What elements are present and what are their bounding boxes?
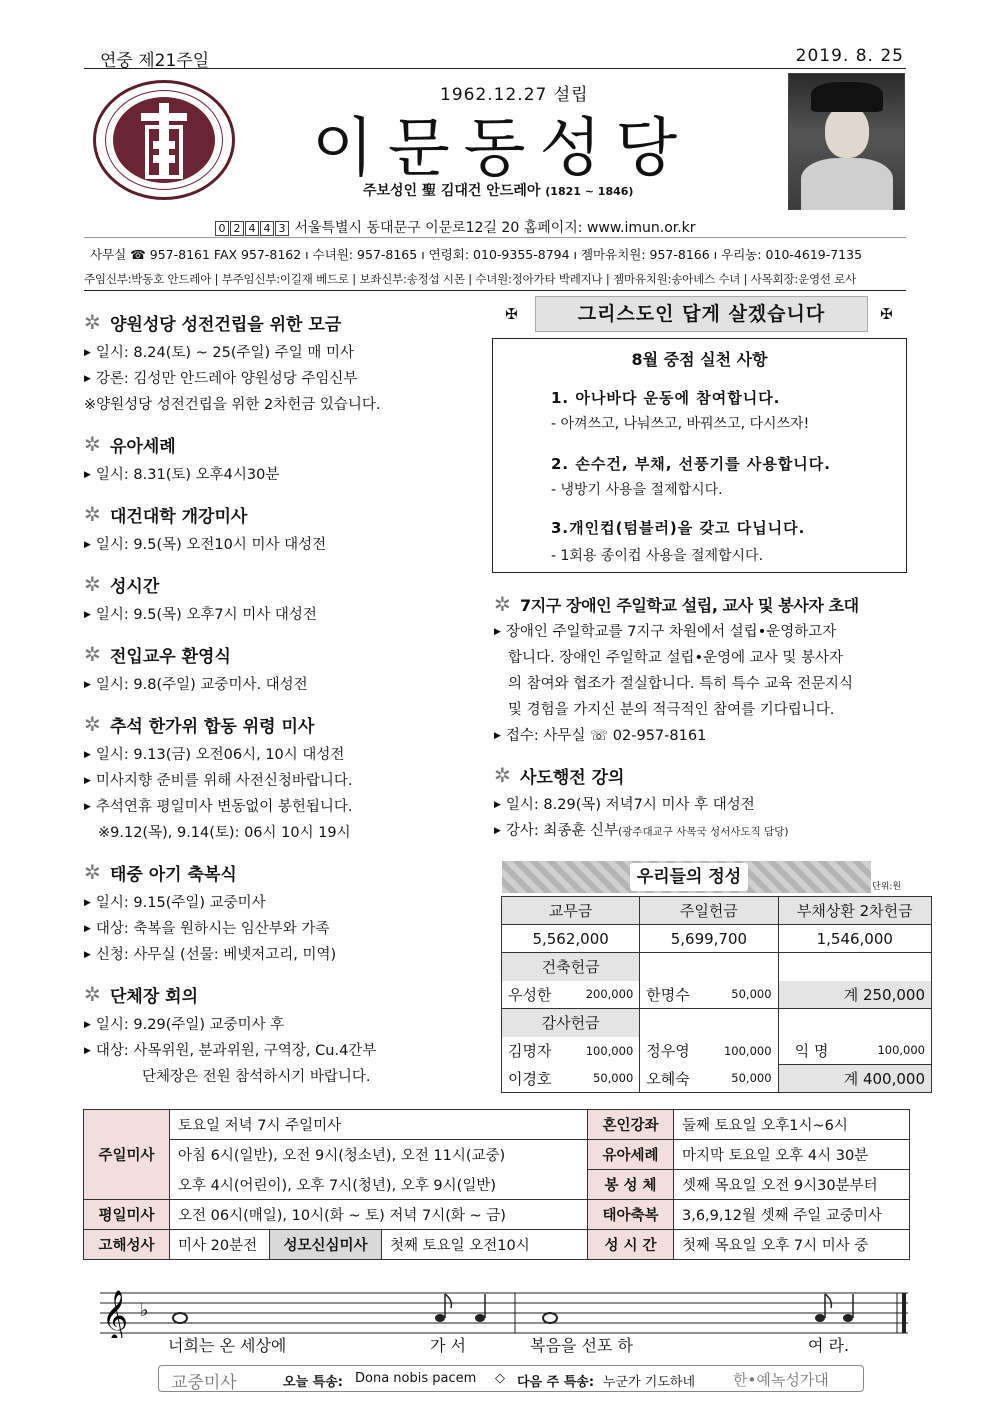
schedule-cell: 미사 20분전: [170, 1230, 270, 1260]
table-cell: 1,546,000: [778, 925, 931, 953]
offering-title: 우리들의 정성: [630, 863, 748, 891]
schedule-label: 평일미사: [84, 1200, 170, 1230]
flower-icon: [494, 595, 514, 615]
schedule-label: 태아축복: [588, 1200, 674, 1230]
practice-item: 2. 손수건, 부채, 선풍기를 사용합니다.: [551, 455, 831, 473]
list-item: ▶ 강사: 최종훈 신부(광주대교구 사목국 성서사도직 담당): [494, 823, 789, 839]
next-song: 누군가 기도하네: [603, 1375, 696, 1390]
donor-amount: 50,000: [706, 1065, 778, 1093]
offering-table: [501, 896, 932, 1093]
parish-seal-logo: [93, 80, 235, 200]
choir-name: 한•예녹성가대: [733, 1371, 829, 1389]
practice-sub: - 냉방기 사용을 절제합시다.: [551, 482, 723, 498]
section-title: ✲ 대건대학 개강미사: [84, 502, 484, 527]
left-column: [84, 310, 484, 1090]
next-song-label: 다음 주 특송:: [517, 1375, 595, 1390]
schedule-cell: 오전 06시(매일), 10시(화 ~ 토) 저녁 7시(화 ~ 금): [170, 1200, 588, 1230]
donor-name: 익 명: [778, 1037, 845, 1065]
list-item: ▶ 일시: 9.29(주일) 교중미사 후: [84, 1017, 285, 1033]
list-item: ▶ 일시: 9.8(주일) 교중미사. 대성전: [84, 677, 308, 693]
practice-sub: - 아껴쓰고, 나눠쓰고, 바꿔쓰고, 다시쓰자!: [551, 416, 810, 432]
parish-title: 이문동성당: [312, 112, 692, 186]
schedule-cell: 셋째 목요일 오전 9시30분부터: [674, 1170, 910, 1200]
total-cell: 계 250,000: [778, 981, 931, 1009]
today-song-label: 오늘 특송:: [283, 1375, 343, 1390]
schedule-label: 성모신심미사: [270, 1230, 382, 1260]
special-song-bar: [158, 1365, 864, 1392]
list-item: ▶ 추석연휴 평일미사 변동없이 봉헌됩니다.: [84, 799, 353, 815]
list-item: ▶ 대상: 축복을 원하시는 임산부와 가족: [84, 921, 330, 937]
section-title: ✲ 전입교우 환영식: [84, 642, 484, 667]
flower-icon: [84, 715, 104, 735]
music-staff: [100, 1288, 910, 1338]
schedule-cell: 토요일 저녁 7시 주일미사: [170, 1110, 588, 1140]
list-item: ▶ 일시: 8.29(목) 저녁7시 미사 후 대성전: [494, 797, 755, 813]
divider: [84, 237, 906, 238]
table-header: 건축헌금: [502, 953, 640, 981]
offering-header: [502, 861, 871, 893]
table-cell: 5,699,700: [640, 925, 778, 953]
list-item: ▶ 접수: 사무실 ☏ 02-957-8161: [494, 728, 707, 744]
section-title: ✲ 사도행전 강의: [494, 763, 914, 788]
mass-label: 교중미사: [171, 1373, 237, 1393]
flower-icon: [84, 985, 104, 1005]
section-title: ✲ 추석 한가위 합동 위령 미사: [84, 712, 484, 737]
list-item: ▶ 일시: 8.31(토) 오후4시30분: [84, 467, 280, 483]
postal-digit: 2: [230, 221, 244, 236]
unit-label: 단위:원: [872, 882, 902, 892]
postal-digit: 4: [245, 221, 259, 236]
list-item: ▶ 강론: 김성만 안드레아 양원성당 주임신부: [84, 371, 358, 387]
schedule-label: 유아세례: [588, 1140, 674, 1170]
practice-item: 1. 아나바다 운동에 참여합니다.: [551, 389, 781, 407]
cross-icon: ✠: [880, 305, 893, 323]
postal-digit: 4: [260, 221, 274, 236]
address-line: [215, 217, 696, 237]
week-label: 연중 제21주일: [100, 51, 210, 71]
section-title: ✲ 단체장 회의: [84, 982, 484, 1007]
lyric: 너희는 온 세상에: [168, 1336, 287, 1355]
donor-name: 우성한: [502, 981, 569, 1009]
flower-icon: [494, 766, 514, 786]
lyric: 가 서: [430, 1336, 466, 1355]
section-title: ✲ 양원성당 성전건립을 위한 모금: [84, 310, 484, 335]
postal-digit: 3: [275, 221, 289, 236]
donor-name: 한명수: [640, 981, 707, 1009]
postal-digit: 0: [215, 221, 229, 236]
donor-name: 이경호: [502, 1065, 569, 1093]
issue-date: 2019. 8. 25: [795, 46, 904, 66]
flower-icon: [84, 435, 104, 455]
flower-icon: [84, 575, 104, 595]
today-song: Dona nobis pacem: [355, 1371, 477, 1386]
list-item: 및 경험을 가지신 분의 적극적인 참여를 기다립니다.: [508, 702, 835, 718]
donor-name: 김명자: [502, 1037, 569, 1065]
list-item: ▶ 장애인 주일학교를 7지구 차원에서 설립•운영하고자: [494, 624, 837, 640]
section-title: ✲ 7지구 장애인 주일학교 설립, 교사 및 봉사자 초대: [494, 593, 914, 616]
schedule-label: 봉 성 체: [588, 1170, 674, 1200]
donor-amount: 50,000: [568, 1065, 640, 1093]
donor-amount: 50,000: [706, 981, 778, 1009]
right-notices: [494, 593, 914, 845]
schedule-label: 고해성사: [84, 1230, 170, 1260]
schedule-cell: 첫째 토요일 오전10시: [382, 1230, 588, 1260]
list-item: 합니다. 장애인 주일학교 설립•운영에 교사 및 봉사자: [508, 650, 843, 666]
list-item: 의 참여와 협조가 절실합니다. 특히 특수 교육 전문지식: [508, 676, 854, 692]
donor-name: 오혜숙: [640, 1065, 707, 1093]
contact-line: 사무실 ☎ 957-8161 FAX 957-8162 ı 수녀원: 957-8165 ı 연령회: 010-9355-8794 ı 젬마유치원: 957-8166 ı 우리농: 010-4619-7135: [90, 247, 863, 262]
flower-icon: [84, 863, 104, 883]
svg-text:♭: ♭: [140, 1300, 149, 1321]
total-cell: 계 400,000: [778, 1065, 931, 1093]
practice-title: 8월 중점 실천 사항: [631, 350, 768, 369]
section-title: ✲ 태중 아기 축복식: [84, 860, 484, 885]
donor-amount: 100,000: [845, 1037, 932, 1065]
donor-amount: 100,000: [706, 1037, 778, 1065]
lyric: 복음을 선포 하: [530, 1336, 633, 1355]
donor-amount: 200,000: [568, 981, 640, 1009]
note: ※양원성당 성전건립을 위한 2차헌금 있습니다.: [84, 397, 381, 413]
table-cell: 5,562,000: [502, 925, 640, 953]
table-header: 감사헌금: [502, 1009, 640, 1037]
list-item: ▶ 신청: 사무실 (선물: 베넷저고리, 미역): [84, 947, 337, 963]
slogan-banner: 그리스도인 답게 살겠습니다: [535, 296, 868, 332]
list-item: ▶ 일시: 9.5(목) 오후7시 미사 대성전: [84, 607, 317, 623]
cross-icon: ✠: [505, 305, 518, 323]
patron-years: (1821 ~ 1846): [545, 185, 634, 198]
schedule-label: 주일미사: [84, 1110, 170, 1200]
list-item: ▶ 일시: 9.5(목) 오전10시 미사 대성전: [84, 537, 327, 553]
schedule-label: 성 시 간: [588, 1230, 674, 1260]
schedule-cell: 마지막 토요일 오후 4시 30분: [674, 1140, 910, 1170]
table-header: 부채상환 2차헌금: [778, 897, 931, 925]
patron-portrait-image: [788, 73, 905, 210]
practice-item: 3.개인컵(텀블러)을 갖고 다닙니다.: [551, 519, 806, 537]
staff-line: 주임신부:박동호 안드레아 | 부주임신부:이길재 베드로 | 보좌신부:송정섭 시몬 | 수녀원:정아가타 박레지나 | 젬마유치원:송아녜스 수녀 | 사목회장:운영선 로사: [84, 271, 906, 291]
donor-name: 정우영: [640, 1037, 707, 1065]
practice-sub: - 1회용 종이컵 사용을 절제합시다.: [551, 548, 764, 564]
note: ※9.12(목), 9.14(토): 06시 10시 19시: [98, 825, 351, 841]
table-header: 주일헌금: [640, 897, 778, 925]
schedule-cell: 3,6,9,12월 셋째 주일 교중미사: [674, 1200, 910, 1230]
list-item: 단체장은 전원 참석하시기 바랍니다.: [142, 1069, 371, 1085]
svg-text:𝄞: 𝄞: [102, 1290, 129, 1338]
list-item: ▶ 미사지향 준비를 위해 사전신청바랍니다.: [84, 773, 353, 789]
section-title: ✲ 성시간: [84, 572, 484, 597]
lyric: 여 라.: [808, 1336, 850, 1355]
donor-amount: 100,000: [568, 1037, 640, 1065]
mass-schedule-table: [83, 1109, 910, 1260]
flower-icon: [84, 313, 104, 333]
patron-saint: [363, 180, 633, 200]
schedule-cell: 오후 4시(어린이), 오후 7시(청년), 오후 9시(일반): [170, 1170, 588, 1200]
founded-date: 1962.12.27 설립: [440, 85, 589, 105]
flower-icon: [84, 645, 104, 665]
list-item: ▶ 일시: 8.24(토) ~ 25(주일) 주일 매 미사: [84, 345, 355, 361]
separator: ◇: [495, 1371, 505, 1386]
flower-icon: [84, 505, 104, 525]
divider: [84, 68, 906, 69]
section-title: ✲ 유아세례: [84, 432, 484, 457]
schedule-cell: 아침 6시(일반), 오전 9시(청소년), 오전 11시(교중): [170, 1140, 588, 1170]
schedule-label: 혼인강좌: [588, 1110, 674, 1140]
schedule-cell: 둘째 토요일 오후1시~6시: [674, 1110, 910, 1140]
address-text: 서울특별시 동대문구 이문로12길 20 홈페이지: www.imun.or.kr: [294, 220, 696, 236]
list-item: ▶ 대상: 사목위원, 분과위원, 구역장, Cu.4간부: [84, 1043, 377, 1059]
patron-name: 주보성인 聖 김대건 안드레아: [363, 183, 541, 199]
table-header: 교무금: [502, 897, 640, 925]
monthly-practice-box: [492, 338, 907, 573]
schedule-cell: 첫째 목요일 오후 7시 미사 중: [674, 1230, 910, 1260]
list-item: ▶ 일시: 9.15(주일) 교중미사: [84, 895, 266, 911]
list-item: ▶ 일시: 9.13(금) 오전06시, 10시 대성전: [84, 747, 345, 763]
